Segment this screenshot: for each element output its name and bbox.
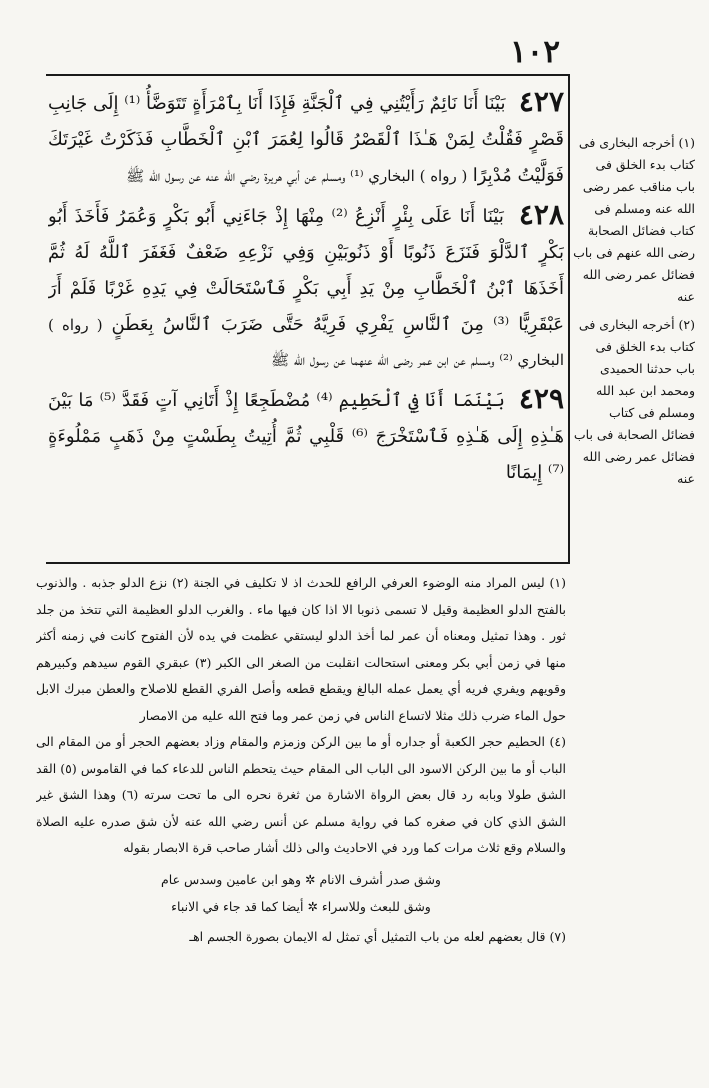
hadith-number: ٤٢٧ xyxy=(518,85,564,118)
poem-verse: وشق للبعث وللاسراء ✲ أيضا كما قد جاء في الانباء xyxy=(171,898,431,914)
margin-note: (٢) أخرجه البخارى فى كتاب بدء الخلق فى باب حدثنا الحميدى ومحمد ابن عبد الله ومسلم فى كتاب فضائل الصحابة فى باب فضائل عمر رضى الله عنه xyxy=(573,317,695,486)
hadith-text: بَيْنَا أَنَا نَائِمٌ رَأَيْتُنِي فِي ٱلْجَنَّةِ فَإِذَا أَنَا بِٱمْرَأَةٍ تَتَوَضَّأُ ⁽¹⁾ إِلَى جَانِبِ قَصْرٍ فَقُلْتُ لِمَنْ هَـٰذَا ٱلْقَصْرُ قَالُوا لِعُمَرَ ٱبْنِ ٱلْخَطَّابِ فَذَكَرْتُ غَيْرَتَكَ فَوَلَّيْتُ مُدْبِرًا xyxy=(48,93,564,186)
hadith-429 xyxy=(48,381,564,491)
hadith-428 xyxy=(48,197,564,378)
hadith-text: بَيْنَمَا أَنَا فِي ٱلْحَطِيمِ ⁽⁴⁾ مُضْطَجِعًا إِذْ أَتَانِي آتٍ فَقَدَّ ⁽⁵⁾ مَا بَيْنَ هَـٰذِهِ إِلَى هَـٰذِهِ فَٱسْتَخْرَجَ ⁽⁶⁾ قَلْبِي ثُمَّ أُتِيتُ بِطَسْتٍ مِنْ ذَهَبٍ مَمْلُوءَةٍ ⁽⁷⁾ إِيمَانًا xyxy=(48,390,564,483)
footnotes-block xyxy=(36,570,566,1010)
footnote: (٧) قال بعضهم لعله من باب التمثيل أي تمثل له الايمان بصورة الجسم اهـ xyxy=(189,928,566,944)
footnote: (١) ليس المراد منه الوضوء العرفي الرافع للحدث اذ لا تكليف في الجنة (٢) نزع الدلو جذبه . والذنوب بالفتح الدلو العظيمة وقيل لا تسمى ذنوبا الا اذا كان فيها ماء . والغرب الدلو العظيمة التي تتخذ من جلد ثور . وهذا تمثيل ومعناه أن عمر لما أخذ الدلو ليستقي عظمت في يده لأن الفتوح كانت في زمنه أكثر منها في زمن أبي بكر ومعنى استحالت انقلبت من الصغر الى الكبر (٣) عبقري القوم سيدهم وكبيرهم وقويهم ويفري فريه أي يعمل عمله البالغ ويقطع قطعه وأصل الفري القطع للاصلاح والعطن مبرك الابل حول الماء ضرب ذلك مثلا لاتساع الناس في زمن عمر وما فتح الله عليه من الامصار xyxy=(36,575,566,723)
poem-verse: وشق صدر أشرف الانام ✲ وهو ابن عامين وسدس عام xyxy=(161,871,441,887)
page-number: ١٠٢ xyxy=(510,34,560,70)
footnote-rule xyxy=(46,562,570,564)
hadith-text-block xyxy=(48,84,564,556)
poem-verses xyxy=(36,866,566,920)
footnote: (٤) الحطيم حجر الكعبة أو جداره أو ما بين الركن وزمزم والمقام وزاد بعضهم الحجر أو من المقام الى الباب أو ما بين الركن الاسود الى الباب الى المقام حيث يتحطم الناس للدعاء كما في القاموس (٥) القد الشق طولا وبابه رد قال بعض الرواة الاشارة من ثغرة نحره الى ما تحت سرته (٦) وهذا الشق غير الشق الذي كان في صغره كما في رواية مسلم عن أنس رضي الله عنه لأن شق صدره عليه الصلاة والسلام وقع ثلاث مرات كما ورد في الاحاديث والى ذلك أشار صاحب قرة الابصار بقوله xyxy=(36,734,566,855)
margin-note: (١) أخرجه البخارى فى كتاب بدء الخلق فى باب مناقب عمر رضى الله عنه ومسلم فى كتاب فضائل الصحابة رضى الله عنهم فى باب فضائل عمر رضى الله عنه xyxy=(573,135,695,304)
hadith-text: بَيْنَا أَنَا عَلَى بِئْرٍ أَنْزِعُ ⁽²⁾ مِنْهَا إِذْ جَاءَنِي أَبُو بَكْرٍ وَعُمَرُ فَأَخَذَ أَبُو بَكْرٍ ٱلدَّلْوَ فَنَزَعَ ذَنُوبًا أَوْ ذَنُوبَيْنِ وَفِي نَزْعِهِ ضَعْفٌ فَغَفَرَ ٱللَّهُ لَهُ ثُمَّ أَخَذَهَا ٱبْنُ ٱلْخَطَّابِ مِنْ يَدِ أَبِي بَكْرٍ فَٱسْتَحَالَتْ فِي يَدِهِ غَرْبًا فَلَمْ أَرَ عَبْقَرِيًّا ⁽³⁾ مِنَ ٱلنَّاسِ يَفْرِي فَرِيَّهُ حَتَّى ضَرَبَ ٱلنَّاسُ بِعَطَنٍ xyxy=(48,206,564,335)
hadith-number: ٤٢٨ xyxy=(518,198,564,231)
hadith-427 xyxy=(48,84,564,194)
hadith-source: ( رواه ) البخاري ⁽¹⁾ ومسلم عن أبي هريرة رضي الله عنه عن رسول الله ﷺ xyxy=(126,167,468,185)
margin-notes xyxy=(573,132,695,832)
margin-rule xyxy=(568,74,570,562)
hadith-number: ٤٢٩ xyxy=(518,382,564,415)
hadith-source: ( رواه ) البخاري ⁽²⁾ ومسلم عن ابن عمر رضى الله عنهما عن رسول الله ﷺ xyxy=(48,316,564,369)
header-rule xyxy=(46,74,568,76)
